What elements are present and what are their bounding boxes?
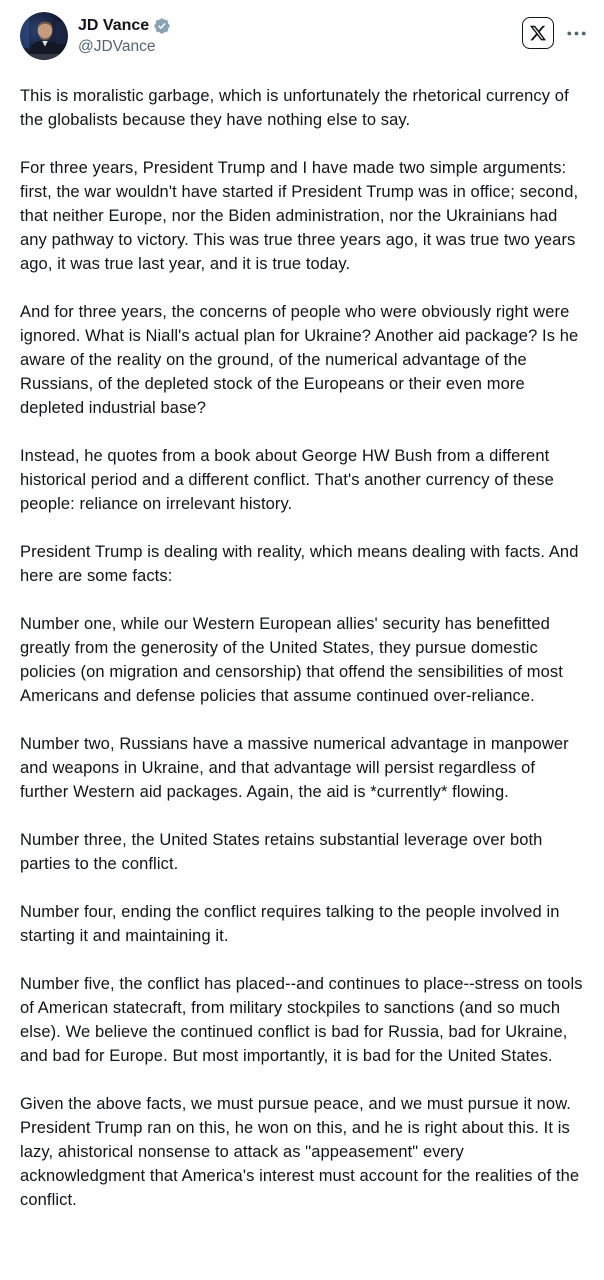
post-text-paragraph: Number three, the United States retains substantial leverage over both parties to the conflict. — [20, 831, 548, 873]
verified-badge-icon — [153, 17, 171, 35]
display-name[interactable]: JD Vance — [78, 16, 150, 34]
x-logo-icon — [529, 24, 547, 42]
post-header — [0, 0, 604, 60]
name-block — [78, 16, 171, 57]
post-text-paragraph: Number four, ending the conflict requires talking to the people involved in starting it and maintaining it. — [20, 903, 565, 945]
avatar[interactable] — [20, 12, 68, 60]
more-menu-button[interactable] — [565, 29, 588, 38]
post-text-paragraph: This is moralistic garbage, which is unfortunately the rhetorical currency of the globalists because they have nothing else to say. — [20, 87, 574, 129]
user-handle[interactable]: @JDVance — [78, 37, 156, 55]
profile-photo-image — [20, 12, 68, 60]
header-actions — [522, 12, 588, 49]
post-text-paragraph: Number one, while our Western European allies' security has benefitted greatly from the generosity of the United States, they pursue domestic policies (on migration and censorship) that offend the sensibilities of most Americans and defense policies that assume continued over-reliance. — [20, 615, 567, 705]
post-text-paragraph: Instead, he quotes from a book about George HW Bush from a different historical period and a different conflict. That's another currency of these people: reliance on irrelevant history. — [20, 447, 559, 513]
author-info[interactable] — [20, 12, 171, 60]
post-text — [0, 84, 604, 1212]
post-text-paragraph: Given the above facts, we must pursue peace, and we must pursue it now. President Trump ran on this, he won on this, and he is right about this. It is lazy, ahistorical nonsense to attack as "appeasement" every acknowledgment that America's interest must account for the realities of the conflict. — [20, 1095, 584, 1209]
ellipsis-more-icon — [567, 31, 586, 36]
post-text-paragraph: For three years, President Trump and I have made two simple arguments: first, the war wouldn't have started if President Trump was in office; second, that neither Europe, nor the Biden administration, nor the Ukrainians had any pathway to victory. This was true three years ago, it was true two years ago, it was true last year, and it is true today. — [20, 159, 583, 273]
post-text-paragraph: President Trump is dealing with reality, which means dealing with facts. And here are some facts: — [20, 543, 584, 585]
post-text-paragraph: And for three years, the concerns of people who were obviously right were ignored. What is Niall's actual plan for Ukraine? Another aid package? Is he aware of the reality on the ground, of the numerical advantage of the Russians, of the depleted stock of the Europeans or their even more depleted industrial base? — [20, 303, 583, 417]
x-logo-button[interactable] — [522, 17, 554, 49]
post-text-paragraph: Number five, the conflict has placed--and continues to place--stress on tools of American statecraft, from military stockpiles to sanctions (and so much else). We believe the continued conflict is bad for Russia, bad for Ukraine, and bad for Europe. But most importantly, it is bad for the United States. — [20, 975, 588, 1065]
display-name-row — [78, 16, 171, 36]
post-text-paragraph: Number two, Russians have a massive numerical advantage in manpower and weapons in Ukraine, and that advantage will persist regardless of further Western aid packages. Again, the aid is *currently* flowing. — [20, 735, 574, 801]
